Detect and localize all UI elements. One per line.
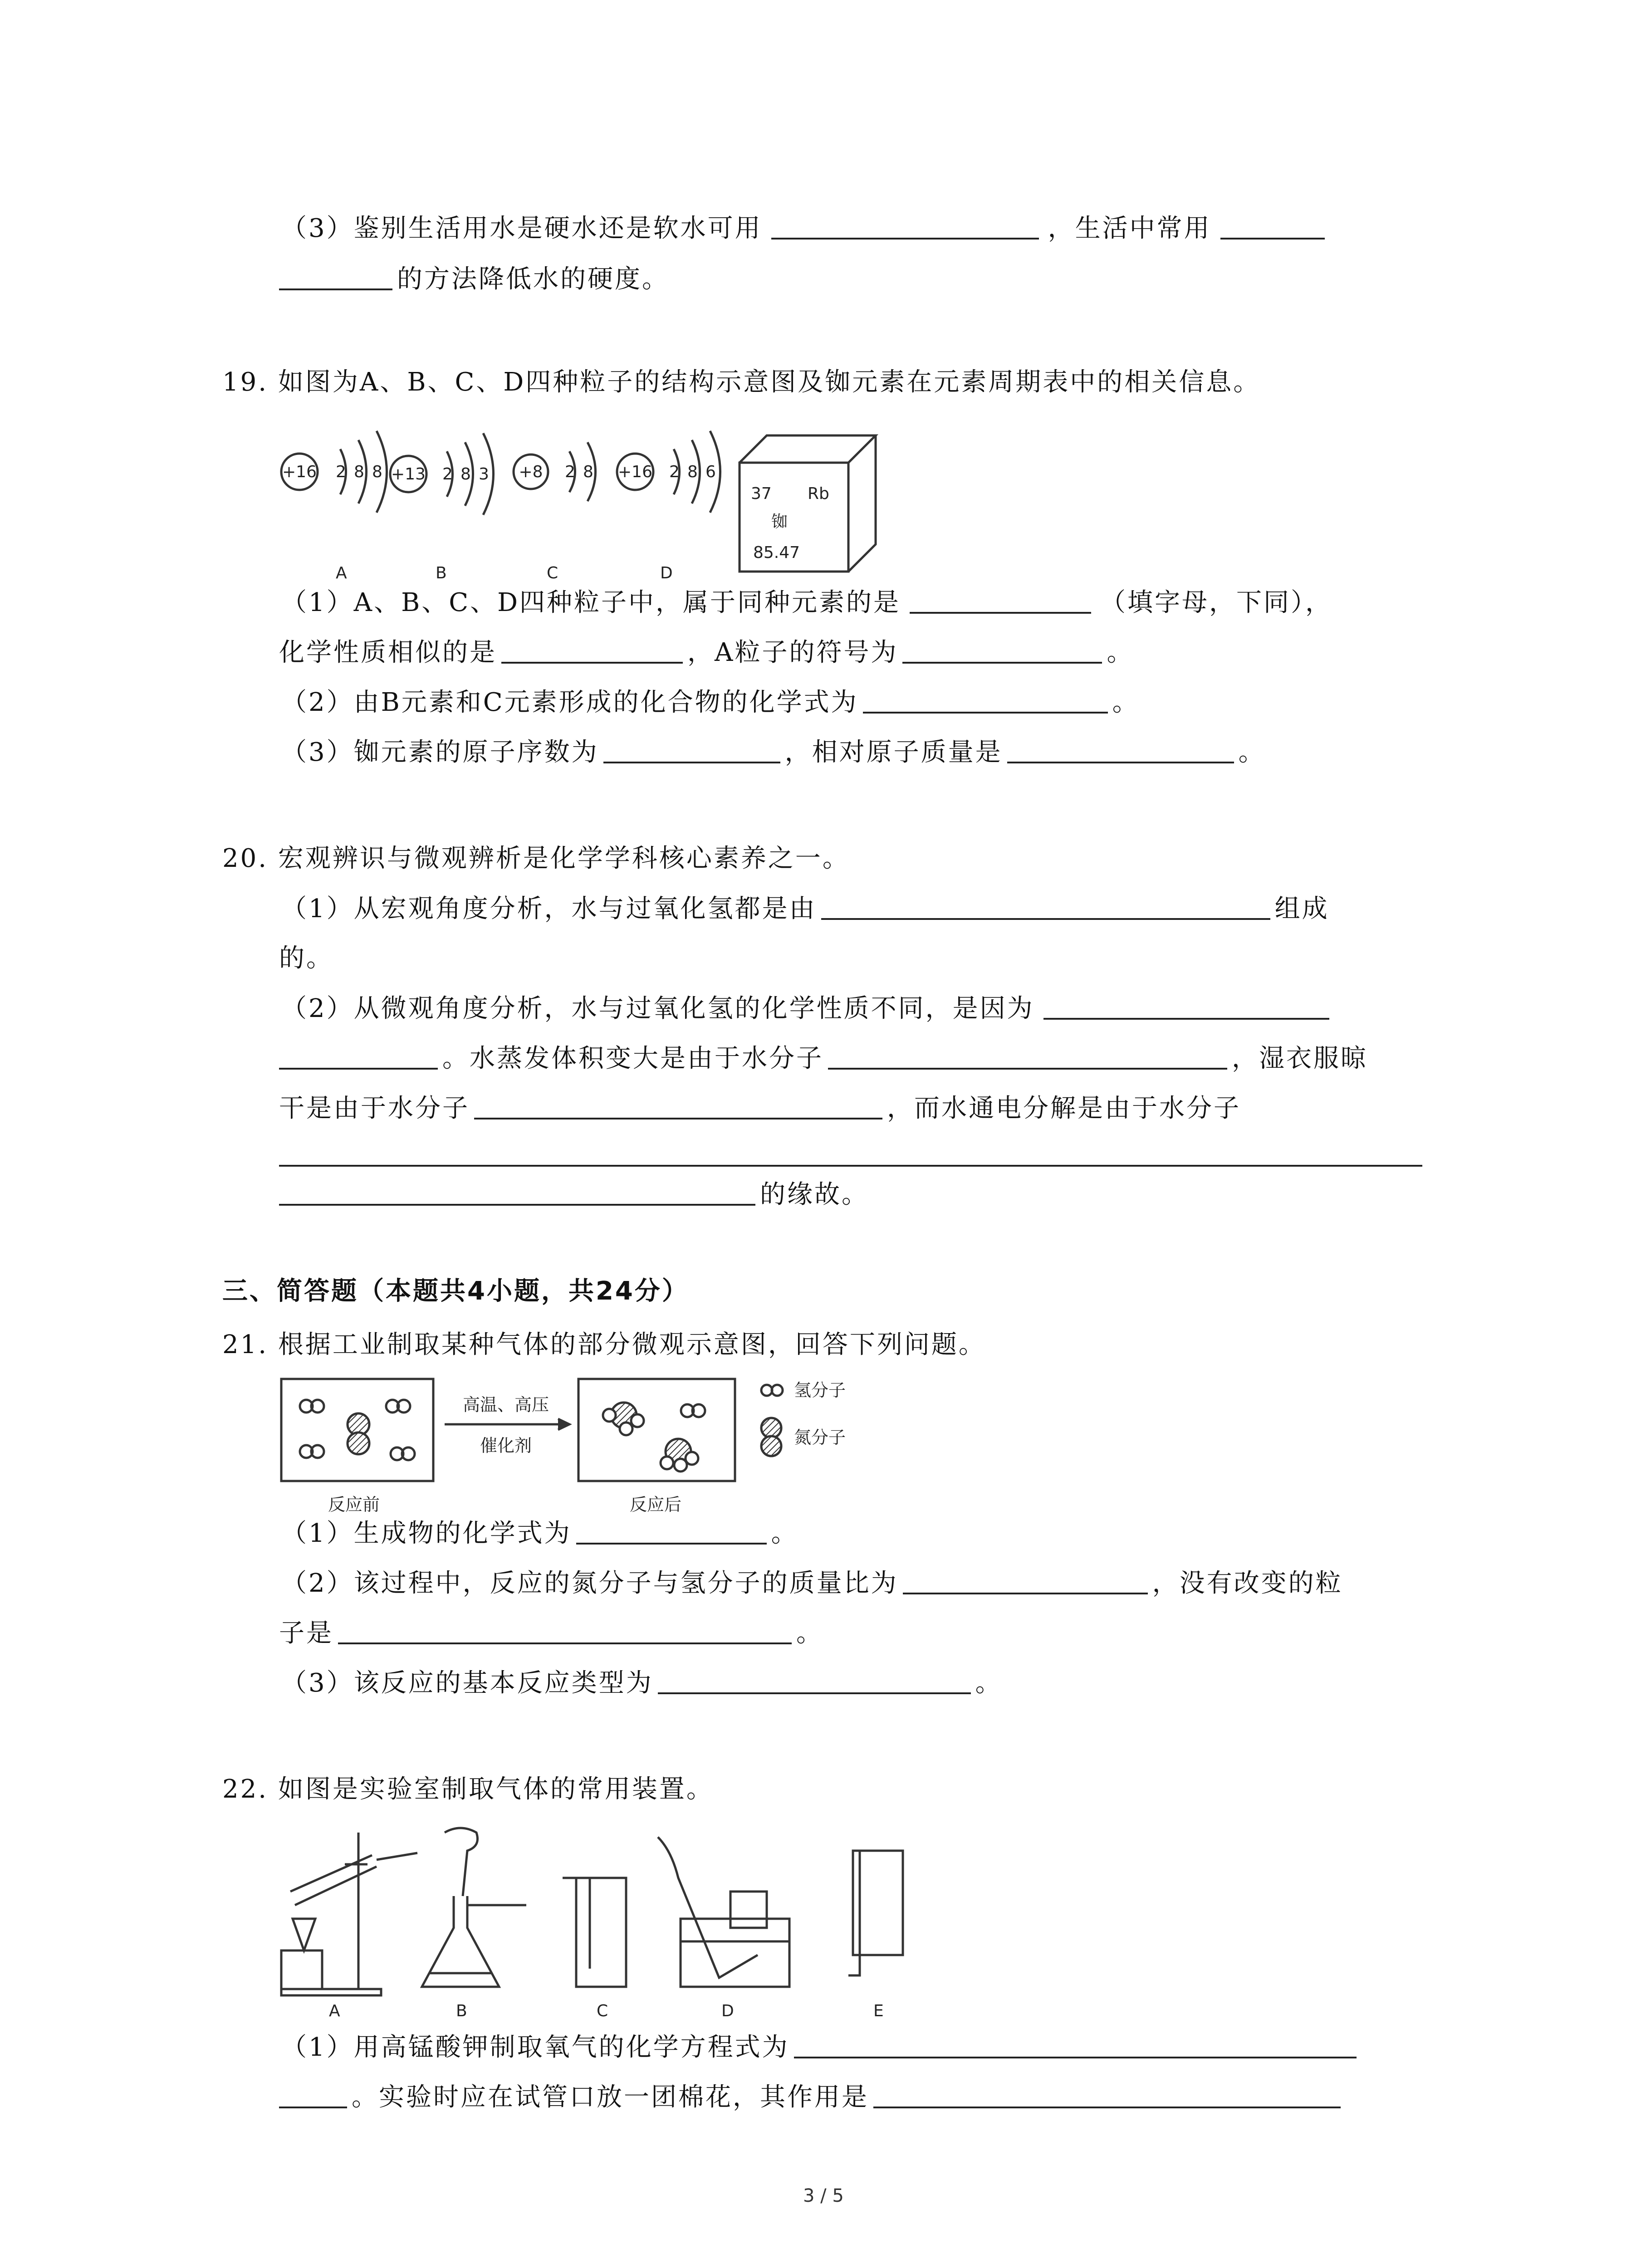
- q18-part3-line1: （3）鉴别生活用水是硬水还是软水可用 ，生活中常用: [281, 212, 1325, 244]
- q20-blank-evaporation[interactable]: [828, 1042, 1227, 1070]
- q21-blank-unchanged[interactable]: [338, 1617, 792, 1644]
- q19-blank-similar[interactable]: [501, 636, 683, 664]
- q21-legend-h2: 氢分子: [794, 1380, 846, 1400]
- section-heading: 三、简答题（本题共4小题，共24分）: [222, 1276, 689, 1306]
- q18-part3-line2: 的方法降低水的硬度。: [279, 263, 669, 295]
- q20-stem: 20. 宏观辨识与微观辨析是化学学科核心素养之一。: [222, 844, 850, 873]
- page-number: 3 / 5: [803, 2185, 844, 2206]
- q20-blank-electrolysis-b[interactable]: [279, 1178, 755, 1206]
- q22-part1-line2: 。实验时应在试管口放一团棉花，其作用是: [279, 2081, 1341, 2113]
- q21-blank-product[interactable]: [576, 1517, 767, 1545]
- q22-blank-equation-a[interactable]: [794, 2031, 1357, 2058]
- q22-label-E: E: [873, 2002, 884, 2020]
- q19-label-D: D: [660, 564, 673, 582]
- q19-label-C: C: [547, 564, 558, 582]
- q20-part2-line1: （2）从微观角度分析，水与过氧化氢的化学性质不同，是因为: [281, 992, 1329, 1025]
- rb-name: 铷: [771, 513, 788, 531]
- q21-part3: （3）该反应的基本反应类型为 。: [281, 1667, 1003, 1699]
- q21-label-after: 反应后: [629, 1495, 682, 1515]
- q21-part2-line1: （2）该过程中，反应的氮分子与氢分子的质量比为 ，没有改变的粒: [281, 1567, 1343, 1599]
- q22-blank-cotton-purpose[interactable]: [873, 2081, 1341, 2108]
- q21-part1: （1）生成物的化学式为 。: [281, 1517, 798, 1549]
- q19-D-shell2: 8: [687, 463, 698, 481]
- q19-D-shell3: 6: [705, 463, 716, 481]
- rb-mass: 85.47: [753, 543, 800, 562]
- q19-B-shell1: 2: [442, 465, 453, 484]
- rb-atomic-number: 37: [751, 484, 772, 503]
- q19-label-B: B: [436, 564, 447, 582]
- q22-label-B: B: [456, 2002, 467, 2020]
- q22-label-C: C: [597, 2002, 608, 2020]
- q22-stem: 22. 如图是实验室制取气体的常用装置。: [222, 1774, 714, 1804]
- q18-blank-1[interactable]: [771, 212, 1039, 240]
- q21-legend-n2: 氮分子: [794, 1427, 846, 1447]
- q19-blank-same-element[interactable]: [910, 587, 1091, 614]
- q19-D-shell1: 2: [669, 463, 680, 481]
- q20-part2-line4: 的缘故。: [279, 1178, 869, 1211]
- q19-label-A: A: [336, 564, 347, 582]
- q19-blank-atomic-mass[interactable]: [1007, 736, 1234, 763]
- q19-stem: 19. 如图为A、B、C、D四种粒子的结构示意图及铷元素在元素周期表中的相关信息。: [222, 367, 1261, 397]
- q19-A-nucleus: +16: [282, 463, 317, 481]
- q20-part1-line1: （1）从宏观角度分析，水与过氧化氢都是由 组成: [281, 893, 1329, 925]
- q19-part2: （2）由B元素和C元素形成的化合物的化学式为 。: [281, 686, 1140, 719]
- q21-stem: 21. 根据工业制取某种气体的部分微观示意图，回答下列问题。: [222, 1330, 986, 1359]
- q22-part1-line1: （1）用高锰酸钾制取氧气的化学方程式为: [281, 2031, 1357, 2063]
- q21-part2-line2: 子是 。: [279, 1617, 823, 1649]
- q19-C-shell1: 2: [565, 463, 575, 481]
- q19-B-shell2: 8: [460, 465, 471, 484]
- q19-D-nucleus: +16: [618, 463, 652, 481]
- q22-label-D: D: [721, 2002, 734, 2020]
- q19-blank-atomic-number[interactable]: [603, 736, 780, 763]
- q21-label-before: 反应前: [328, 1495, 380, 1515]
- q20-blank-reason-b[interactable]: [279, 1042, 438, 1070]
- q20-blank-drying[interactable]: [474, 1092, 882, 1119]
- q19-A-shell1: 2: [336, 463, 346, 481]
- q21-micro-figure: [279, 1370, 914, 1520]
- q19-part1-line2: 化学性质相似的是 ，A粒子的符号为 。: [279, 636, 1134, 669]
- q20-blank-reason-a[interactable]: [1043, 992, 1329, 1020]
- q18-blank-2a[interactable]: [1220, 212, 1325, 240]
- q19-part1-line1: （1）A、B、C、D四种粒子中，属于同种元素的是 （填字母，下同），: [281, 587, 1332, 619]
- q19-C-shell2: 8: [583, 463, 593, 481]
- q22-apparatus-figure: [272, 1814, 907, 2023]
- q19-B-shell3: 3: [479, 465, 489, 484]
- q19-A-shell3: 8: [372, 463, 382, 481]
- q19-C-nucleus: +8: [519, 463, 543, 481]
- q20-part2-line3: 干是由于水分子 ，而水通电分解是由于水分子: [279, 1092, 1241, 1124]
- q20-part2-line2: 。水蒸发体积变大是由于水分子 ，湿衣服晾: [279, 1042, 1368, 1075]
- q21-blank-reaction-type[interactable]: [658, 1667, 971, 1694]
- q18-blank-2b[interactable]: [279, 263, 392, 290]
- q22-label-A: A: [329, 2002, 340, 2020]
- rb-symbol: Rb: [808, 484, 829, 503]
- q19-blank-formula[interactable]: [863, 686, 1108, 714]
- q20-part1-line2: 的。: [279, 943, 333, 973]
- q19-A-shell2: 8: [354, 463, 364, 481]
- q20-blank-electrolysis-a[interactable]: [279, 1165, 1422, 1167]
- q19-blank-A-symbol[interactable]: [902, 636, 1102, 664]
- q20-blank-composition[interactable]: [821, 893, 1270, 920]
- q19-structure-figure: [272, 408, 885, 585]
- q22-blank-equation-b[interactable]: [279, 2081, 347, 2108]
- q21-blank-mass-ratio[interactable]: [903, 1567, 1148, 1594]
- q21-condition-bottom: 催化剂: [480, 1436, 532, 1456]
- q21-condition-top: 高温、高压: [462, 1395, 549, 1415]
- q19-part3: （3）铷元素的原子序数为 ，相对原子质量是 。: [281, 736, 1266, 768]
- q19-B-nucleus: +13: [391, 465, 426, 484]
